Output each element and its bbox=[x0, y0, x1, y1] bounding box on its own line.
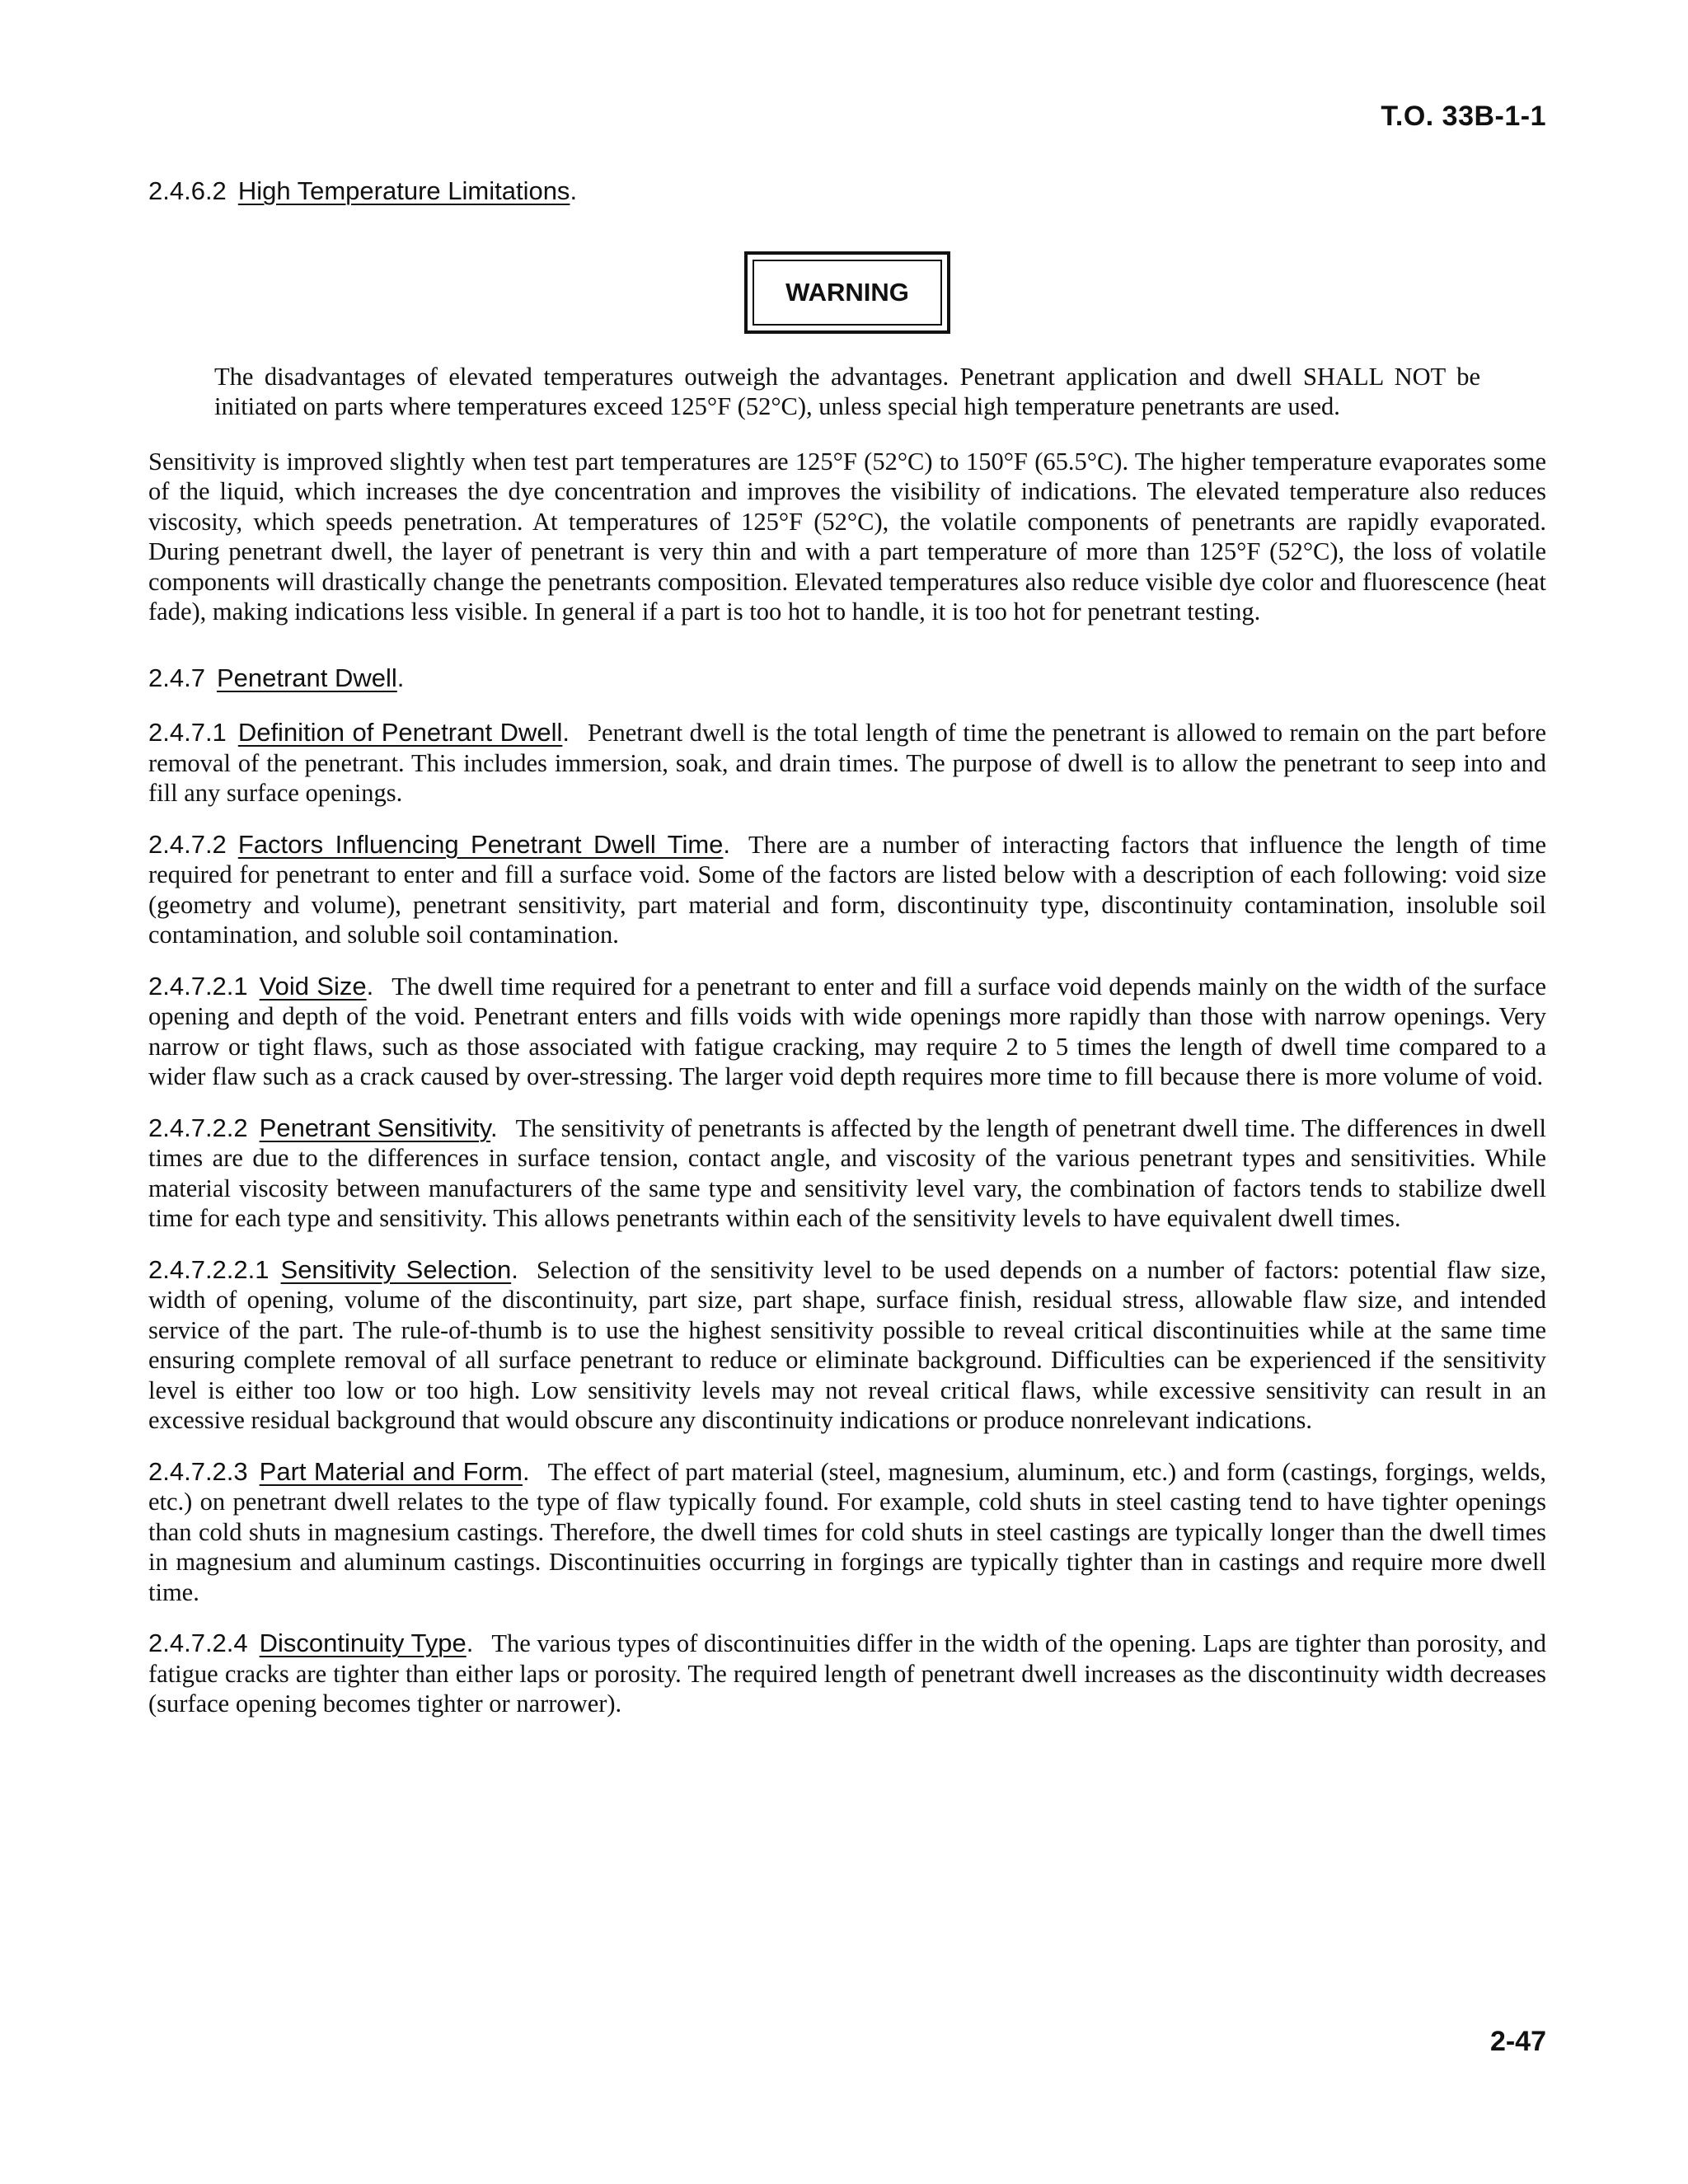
warning-label: WARNING bbox=[753, 260, 942, 326]
section-body: The various types of discontinuities differ in the width of the opening. Laps are tighter than porosity, and fatigue cracks are tighter than either laps or porosity. The required length of penetrant dwell increases as the discontinuity width decreases (surface opening becomes tighter or narrower). bbox=[148, 1629, 1546, 1718]
title-period: . bbox=[723, 829, 731, 859]
section-number: 2.4.7.2.4 bbox=[148, 1629, 248, 1657]
title-period: . bbox=[366, 971, 374, 1001]
section-number: 2.4.7.2.1 bbox=[148, 971, 248, 1001]
warning-text: The disadvantages of elevated temperatures outweigh the advantages. Penetrant application and dwell SHALL NOT be initiated on parts where temperatures exceed 125°F (52°C), unless special high temperature penetrants are used. bbox=[214, 362, 1480, 420]
section-title: Void Size bbox=[259, 971, 367, 1001]
section-title: Definition of Penetrant Dwell bbox=[237, 718, 563, 747]
page-content bbox=[148, 176, 1546, 1719]
section-body: Penetrant dwell is the total length of time the penetrant is allowed to remain on the part before removal of the penetrant. This includes immersion, soak, and drain times. The purpose of dwell is to allow the penetrant to seep into and fill any surface openings. bbox=[148, 719, 1546, 807]
section-2-4-7-2-3 bbox=[148, 1457, 1546, 1608]
warning-box bbox=[744, 251, 950, 334]
title-period: . bbox=[466, 1629, 474, 1657]
section-body: There are a number of interacting factors that influence the length of time required for penetrant to enter and fill a surface void. Some of the factors are listed below with a description of each following: void size (geometry and volume), penetrant sensitivity, part material and form, discontinuity type, discontinuity contamination, insoluble soil contamination, and soluble soil contamination. bbox=[148, 830, 1546, 949]
section-number: 2.4.7.2.3 bbox=[148, 1456, 248, 1486]
title-period: . bbox=[396, 663, 405, 692]
section-2-4-7-2 bbox=[148, 830, 1546, 950]
section-2-4-7-1 bbox=[148, 718, 1546, 808]
section-2-4-7-2-2 bbox=[148, 1113, 1546, 1234]
page-number: 2-47 bbox=[1489, 2026, 1546, 2057]
section-title: Factors Influencing Penetrant Dwell Time bbox=[237, 829, 724, 859]
section-number: 2.4.7 bbox=[148, 663, 205, 692]
section-2-4-7-2-4 bbox=[148, 1629, 1546, 1719]
section-heading-2-4-6-2 bbox=[148, 176, 1546, 207]
title-period: . bbox=[511, 1254, 518, 1284]
section-title: Part Material and Form bbox=[259, 1456, 523, 1486]
section-number: 2.4.6.2 bbox=[148, 176, 227, 205]
section-title: Sensitivity Selection bbox=[280, 1254, 512, 1284]
section-number: 2.4.7.2.2.1 bbox=[148, 1254, 270, 1284]
section-number: 2.4.7.1 bbox=[148, 718, 227, 747]
section-number: 2.4.7.2 bbox=[148, 829, 227, 859]
sensitivity-paragraph: Sensitivity is improved slightly when test part temperatures are 125°F (52°C) to 150°F (65.5°C). The higher temperature evaporates some of the liquid, which increases the dye concentration and improves the visibility of indications. The elevated temperature also reduces viscosity, which speeds penetration. At temperatures of 125°F (52°C), the volatile components of penetrants are rapidly evaporated. During penetrant dwell, the layer of penetrant is very thin and with a part temperature of more than 125°F (52°C), the loss of volatile components will drastically change the penetrants composition. Elevated temperatures also reduce visible dye color and fluorescence (heat fade), making indications less visible. In general if a part is too hot to handle, it is too hot for penetrant testing. bbox=[148, 447, 1546, 626]
section-title: High Temperature Limitations bbox=[237, 176, 570, 205]
section-title: Penetrant Dwell bbox=[216, 663, 397, 692]
section-2-4-7-2-2-1 bbox=[148, 1255, 1546, 1436]
section-body: Selection of the sensitivity level to be used depends on a number of factors: potential flaw size, width of opening, volume of the discontinuity, part size, part shape, surface finish, residual stress, allowable flaw size, and intended service of the part. The rule-of-thumb is to use the highest sensitivity possible to reveal critical discontinuities while at the same time ensuring complete removal of all surface penetrant to reduce or eliminate background. Difficulties can be experienced if the sensitivity level is either too low or too high. Low sensitivity levels may not reveal critical flaws, while excessive sensitivity can result in an excessive residual background that would obscure any discontinuity indications or produce nonrelevant indications. bbox=[148, 1255, 1546, 1434]
section-number: 2.4.7.2.2 bbox=[148, 1113, 248, 1142]
title-period: . bbox=[490, 1113, 498, 1142]
section-title: Penetrant Sensitivity bbox=[259, 1113, 491, 1142]
document-id: T.O. 33B-1-1 bbox=[1381, 101, 1546, 132]
section-body: The dwell time required for a penetrant to enter and fill a surface void depends mainly on the width of the surface opening and depth of the void. Penetrant enters and fills voids with wide openings more rapidly than those with narrow openings. Very narrow or tight flaws, such as those associated with fatigue cracking, may require 2 to 5 times the length of dwell time compared to a wider flaw such as a crack caused by over-stressing. The larger void depth requires more time to fill because there is more volume of void. bbox=[148, 972, 1546, 1090]
title-period: . bbox=[562, 718, 570, 747]
section-body: The effect of part material (steel, magnesium, aluminum, etc.) and form (castings, forgings, welds, etc.) on penetrant dwell relates to the type of flaw typically found. For example, cold shuts in steel casting tend to have tighter openings than cold shuts in magnesium castings. Therefore, the dwell times for cold shuts in steel castings are typically longer than the dwell times in magnesium and aluminum castings. Discontinuities occurring in forgings are typically tighter than in castings and require more dwell time. bbox=[148, 1457, 1546, 1606]
title-period: . bbox=[570, 176, 578, 205]
title-period: . bbox=[522, 1456, 530, 1486]
warning-box-wrapper bbox=[148, 251, 1546, 334]
section-2-4-7-2-1 bbox=[148, 972, 1546, 1092]
section-body: The sensitivity of penetrants is affected by the length of penetrant dwell time. The differences in dwell times are due to the differences in surface tension, contact angle, and viscosity of the various penetrant types and sensitivities. While material viscosity between manufacturers of the same type and sensitivity level vary, the combination of factors tends to stabilize dwell time for each type and sensitivity. This allows penetrants within each of the sensitivity levels to have equivalent dwell times. bbox=[148, 1113, 1546, 1232]
section-title: Discontinuity Type bbox=[259, 1629, 467, 1657]
section-heading-2-4-7 bbox=[148, 663, 1546, 694]
